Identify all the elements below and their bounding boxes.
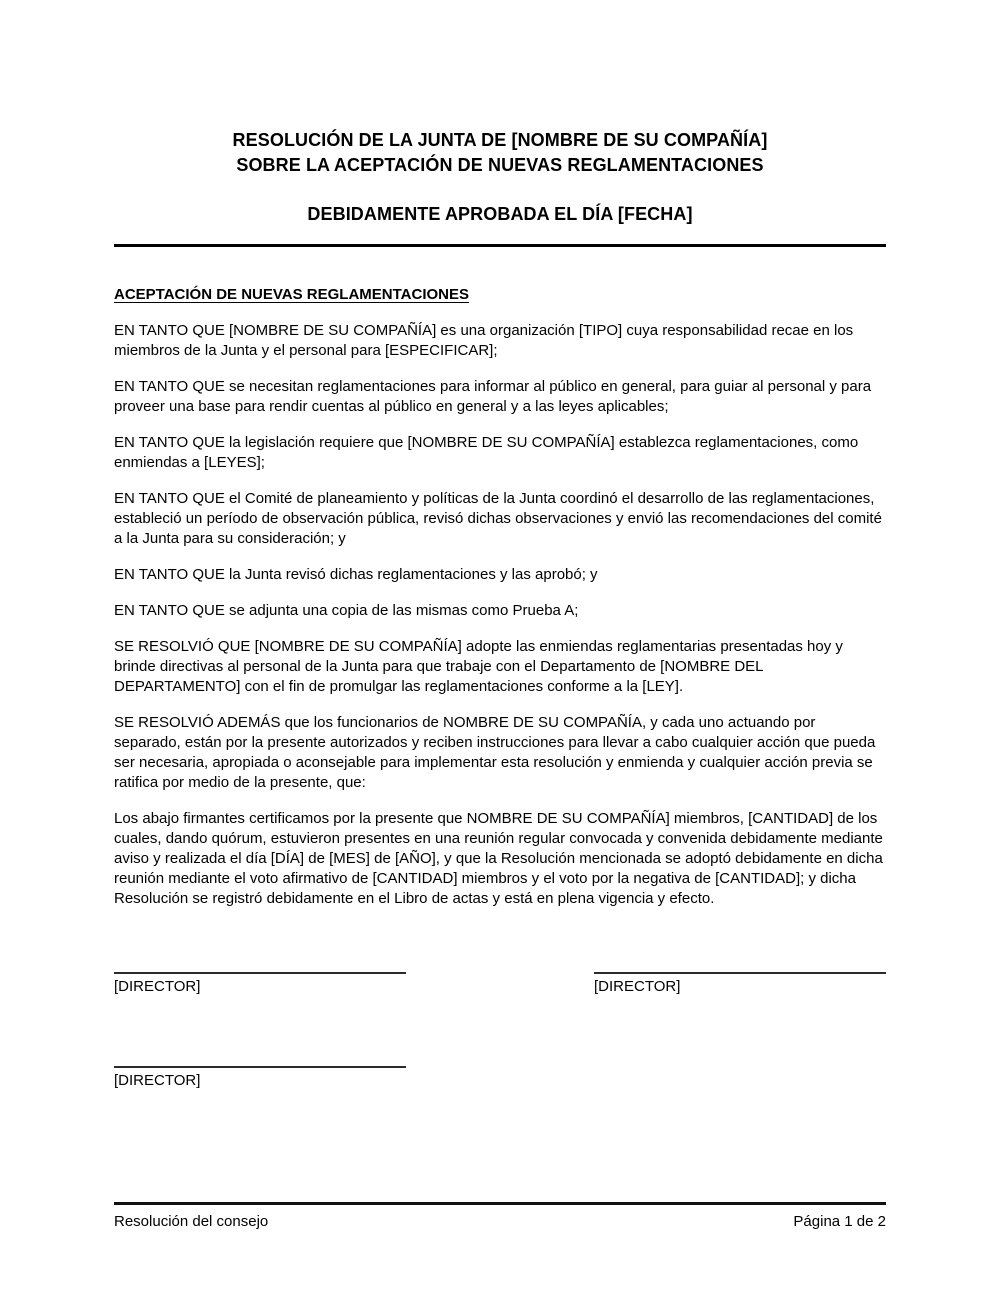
signature-label-1: [DIRECTOR] — [114, 978, 201, 995]
page-footer — [114, 1202, 886, 1232]
paragraph-certification: Los abajo firmantes certificamos por la presente que NOMBRE DE SU COMPAÑÍA] miembros, [CANTIDAD] de los cuales, dando quórum, estuvieron presentes en una reunión regular convocada y convenida debidamente mediante aviso y realizada el día [DÍA] de [MES] de [AÑO], y que la Resolución mencionada se adoptó debidamente en dicha reunión mediante el voto afirmativo de [CANTIDAD] miembros y el voto por la negativa de [CANTIDAD]; y dicha Resolución se registró debidamente en el Libro de actas y está en plena vigencia y efecto. — [114, 810, 883, 907]
document-subtitle: DEBIDAMENTE APROBADA EL DÍA [FECHA] — [307, 204, 693, 224]
signature-block-3 — [114, 1066, 406, 1091]
paragraph-whereas-1: EN TANTO QUE [NOMBRE DE SU COMPAÑÍA] es una organización [TIPO] cuya responsabilidad recae en los miembros de la Junta y el personal para [ESPECIFICAR]; — [114, 322, 854, 359]
document-title-line-2: SOBRE LA ACEPTACIÓN DE NUEVAS REGLAMENTACIONES — [236, 155, 764, 175]
document-content — [0, 128, 1000, 1091]
title-divider-rule — [114, 244, 886, 247]
document-title-line-1: RESOLUCIÓN DE LA JUNTA DE [NOMBRE DE SU COMPAÑÍA] — [232, 130, 768, 150]
signature-line-3 — [114, 1066, 406, 1068]
document-title — [114, 128, 886, 178]
signature-block-1 — [114, 972, 406, 997]
paragraph-whereas-4: EN TANTO QUE el Comité de planeamiento y políticas de la Junta coordinó el desarrollo de las reglamentaciones, estableció un período de observación pública, revisó dichas observaciones y envió las recomendaciones del comité a la Junta para su consideración; y — [114, 490, 882, 547]
signature-line-2 — [594, 972, 886, 974]
signature-label-3: [DIRECTOR] — [114, 1072, 201, 1089]
paragraph-whereas-6: EN TANTO QUE se adjunta una copia de las mismas como Prueba A; — [114, 602, 579, 619]
signature-row-1 — [114, 972, 886, 997]
page-footer-row — [114, 1205, 886, 1232]
footer-document-name: Resolución del consejo — [114, 1213, 269, 1230]
footer-page-number: Página 1 de 2 — [793, 1213, 886, 1230]
signature-line-1 — [114, 972, 406, 974]
paragraph-whereas-3: EN TANTO QUE la legislación requiere que [NOMBRE DE SU COMPAÑÍA] establezca reglamentaciones, como enmiendas a [LEYES]; — [114, 434, 859, 471]
paragraph-resolved-2: SE RESOLVIÓ ADEMÁS que los funcionarios de NOMBRE DE SU COMPAÑÍA, y cada uno actuando por separado, están por la presente autorizados y reciben instrucciones para llevar a cabo cualquier acción que pueda ser necesaria, apropiada o aconsejable para implementar esta resolución y enmienda y cualquier acción previa se ratifica por medio de la presente, que: — [114, 714, 876, 791]
section-heading: ACEPTACIÓN DE NUEVAS REGLAMENTACIONES — [114, 286, 470, 303]
signature-block-2 — [594, 972, 886, 997]
paragraph-resolved-1: SE RESOLVIÓ QUE [NOMBRE DE SU COMPAÑÍA] adopte las enmiendas reglamentarias presentadas hoy y brinde directivas al personal de la Junta para que trabaje con el Departamento de [NOMBRE DEL DEPARTAMENTO] con el fin de promulgar las reglamentaciones conforme a la [LEY]. — [114, 638, 843, 695]
signature-label-2: [DIRECTOR] — [594, 978, 681, 995]
signature-row-2 — [114, 1066, 886, 1091]
paragraph-whereas-5: EN TANTO QUE la Junta revisó dichas reglamentaciones y las aprobó; y — [114, 566, 598, 583]
paragraph-whereas-2: EN TANTO QUE se necesitan reglamentaciones para informar al público en general, para guiar al personal y para proveer una base para rendir cuentas al público en general y a las leyes aplicables; — [114, 378, 872, 415]
